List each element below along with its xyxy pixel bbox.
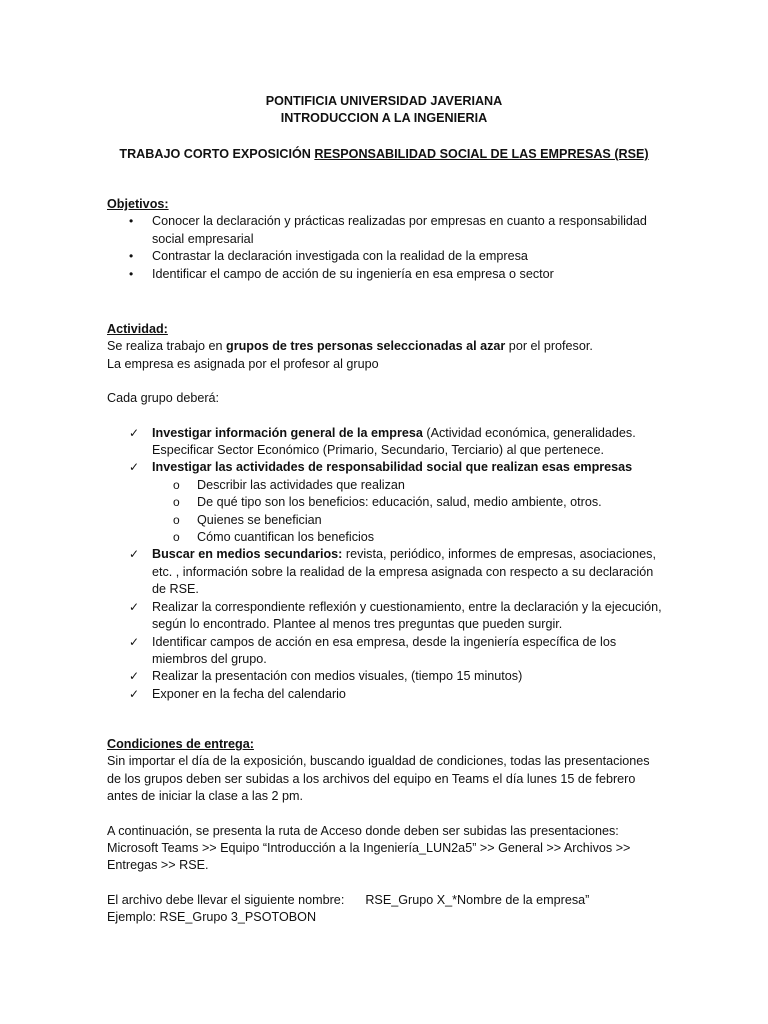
task-text: Identificar campos de acción en esa empresa, desde la ingeniería específica de los miembros del grupo. [152, 634, 617, 666]
actividad-heading: Actividad: [107, 322, 168, 336]
bullet-icon: • [129, 249, 134, 264]
nombre-value: RSE_Grupo X_*Nombre de la empresa” [365, 892, 590, 907]
task-text: (Actividad económica, generalidades. Especificar Sector Económico (Primario, Secundario, Terciario) al que pertenece. [152, 425, 636, 458]
list-item [107, 266, 667, 283]
list-item [107, 599, 667, 634]
list-item [107, 459, 667, 476]
tasks-list-2 [107, 546, 667, 703]
list-item [107, 529, 667, 546]
bullet-icon: • [129, 214, 134, 229]
list-item [107, 425, 667, 460]
title-topic: RESPONSABILIDAD SOCIAL DE LAS EMPRESAS (RSE) [314, 147, 649, 161]
objetivo-text: Contrastar la declaración investigada con la realidad de la empresa [152, 249, 528, 264]
objetivo-text: Conocer la declaración y prácticas realizadas por empresas en cuanto a responsabilidad social empresarial [152, 214, 647, 246]
condiciones-section [107, 736, 667, 927]
list-item [107, 686, 667, 703]
list-item [107, 634, 667, 669]
check-icon: ✓ [129, 425, 140, 440]
list-item [107, 546, 667, 598]
list-item [107, 512, 667, 529]
circle-icon: o [173, 530, 180, 545]
actividad-line-2: La empresa es asignada por el profesor al grupo [107, 356, 379, 371]
task-text: Realizar la presentación con medios visuales, (tiempo 15 minutos) [152, 669, 523, 684]
subtask-text: De qué tipo son los beneficios: educación, salud, medio ambiente, otros. [197, 495, 602, 510]
objetivos-list [107, 213, 667, 283]
task-bold: Buscar en medios secundarios: [152, 547, 343, 562]
text-fragment: Se realiza trabajo en [107, 339, 227, 354]
actividad-section [107, 321, 667, 703]
condiciones-paragraph: Sin importar el día de la exposición, buscando igualdad de condiciones, todas las presentaciones de los grupos deben ser subidas a los archivos del equipo en Teams el día lunes 15 de febrero antes de iniciar la clase a las 2 pm. [107, 754, 650, 804]
circle-icon: o [173, 512, 180, 527]
grupo-intro: Cada grupo deberá: [107, 391, 220, 406]
ejemplo-line: Ejemplo: RSE_Grupo 3_PSOTOBON [107, 910, 317, 925]
subtasks-list [107, 477, 667, 547]
list-item [107, 213, 667, 248]
course-name: INTRODUCCION A LA INGENIERIA [280, 111, 488, 125]
ruta-paragraph: A continuación, se presenta la ruta de Acceso donde deben ser subidas las presentaciones: Microsoft Teams >> Equipo “Introducción a la Ingeniería_LUN2a5” >> General >> Archivos >> Entregas >> RSE. [107, 823, 631, 873]
check-icon: ✓ [129, 634, 140, 649]
bullet-icon: • [129, 266, 134, 281]
circle-icon: o [173, 495, 180, 510]
task-text: Realizar la correspondiente reflexión y cuestionamiento, entre la declaración y la ejecución, según lo encontrado. Plantee al menos tres preguntas que pueden surgir. [152, 599, 662, 632]
task-bold: Investigar información general de la empresa [152, 425, 423, 440]
nombre-line [107, 892, 667, 909]
task-text: revista, periódico, informes de empresas, asociaciones, etc. , información sobre la realidad de la empresa asignada con respecto a su declaración de RSE. [152, 547, 656, 597]
text-fragment-bold: grupos de tres personas seleccionadas al azar [226, 339, 506, 354]
actividad-line-1 [107, 338, 667, 355]
title-prefix: TRABAJO CORTO EXPOSICIÓN [119, 147, 315, 161]
tasks-list [107, 425, 667, 477]
list-item [107, 494, 667, 511]
list-item [107, 668, 667, 685]
circle-icon: o [173, 477, 180, 492]
subtask-text: Describir las actividades que realizan [197, 477, 405, 492]
subtask-text: Cómo cuantifican los beneficios [197, 530, 375, 545]
list-item [107, 248, 667, 265]
objetivo-text: Identificar el campo de acción de su ingeniería en esa empresa o sector [152, 266, 554, 281]
check-icon: ✓ [129, 669, 140, 684]
nombre-label: El archivo debe llevar el siguiente nombre: [107, 892, 345, 907]
subtask-text: Quienes se benefician [197, 512, 322, 527]
text-fragment: por el profesor. [505, 339, 593, 354]
task-bold: Investigar las actividades de responsabilidad social que realizan esas empresas [152, 460, 633, 475]
check-icon: ✓ [129, 460, 140, 475]
list-item [107, 477, 667, 494]
condiciones-heading: Condiciones de entrega: [107, 737, 254, 751]
task-text: Exponer en la fecha del calendario [152, 686, 346, 701]
document-title [0, 146, 768, 163]
university-name: PONTIFICIA UNIVERSIDAD JAVERIANA [265, 94, 503, 108]
objetivos-section [107, 196, 667, 283]
check-icon: ✓ [129, 599, 140, 614]
check-icon: ✓ [129, 686, 140, 701]
objetivos-heading: Objetivos: [107, 197, 169, 211]
check-icon: ✓ [129, 547, 140, 562]
